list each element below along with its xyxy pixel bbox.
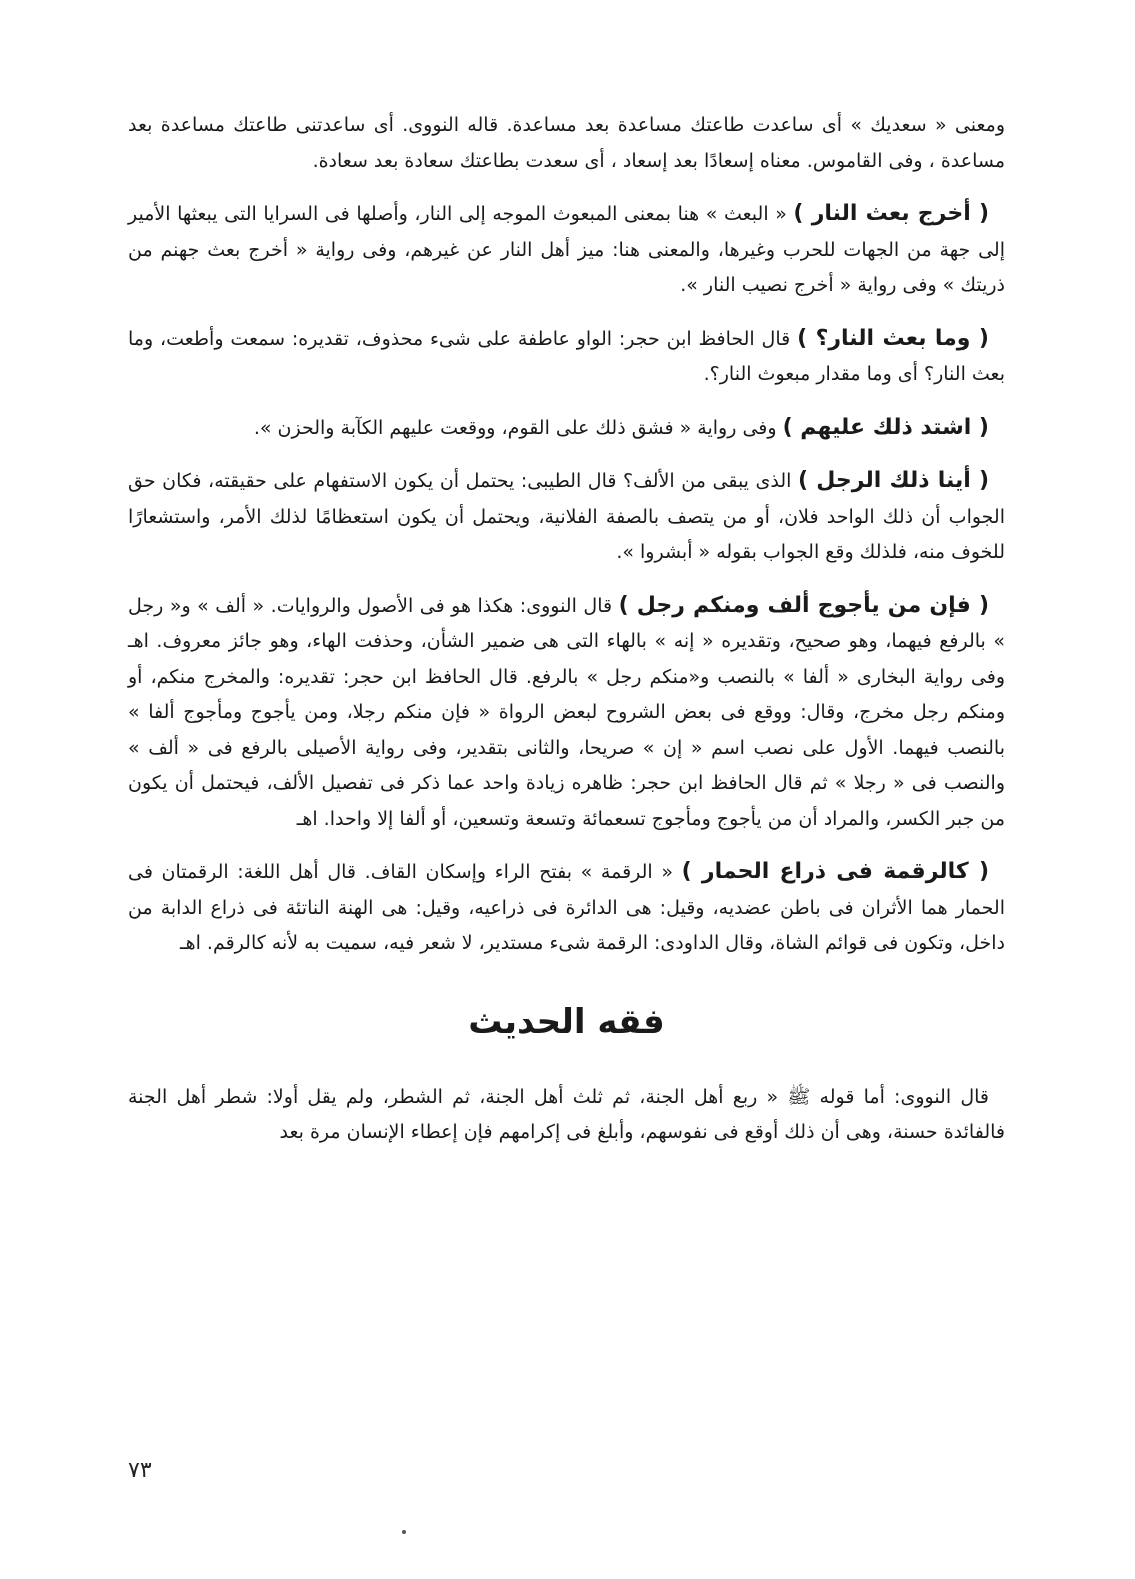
paragraph-text: قال الحافظ ابن حجر: الواو عاطفة على شىء محذوف، تقديره: سمعت وأطعت، وما بعث النار؟ أى وما مقدار مبعوث النار؟. <box>128 327 1005 385</box>
document-body <box>128 108 1005 1168</box>
paragraph-text: الذى يبقى من الألف؟ قال الطيبى: يحتمل أن يكون الاستفهام على حقيقته، فكان حق الجواب أن ذلك الواحد فلان، أو من يتصف بالصفة الفلانية، ويحتمل أن يكون استعظامًا لذلك الأمر، واستشعارًا للخوف منه، فلذلك وقع الجواب بقوله « أبشروا ». <box>128 470 1005 563</box>
paragraph-lead: ( أينا ذلك الرجل ) <box>798 468 989 493</box>
paragraph-text: « الرقمة » بفتح الراء وإسكان القاف. قال أهل اللغة: الرقمتان فى الحمار هما الأثران فى باطن عضديه، وقيل: هى الدائرة فى ذراعيه، وقيل: هى الهنة الناتئة فى ذراع الدابة من داخل، وتكون فى قوائم الشاة، وقال الداودى: الرقمة شىء مستدير، لا شعر فيه، سميت به لأنه كالرقم. اهـ <box>128 861 1005 954</box>
paragraph-saadaik <box>128 108 1005 179</box>
paragraph-raqma <box>128 854 1005 962</box>
paragraph-lead: ( كالرقمة فى ذراع الحمار ) <box>681 859 989 884</box>
paragraph-text: قال النووى: أما قوله ﷺ « ربع أهل الجنة، ثم ثلث أهل الجنة، ثم الشطر، ولم يقل أولا: شطر أهل الجنة فالفائدة حسنة، وهى أن ذلك أوقع فى نفوسهم، وأبلغ فى إكرامهم فإن إعطاء الإنسان مرة بعد <box>128 1085 1005 1143</box>
paragraph-yajuj <box>128 588 1005 838</box>
paragraph-ayyuna <box>128 463 1005 571</box>
print-speck <box>402 1530 406 1534</box>
paragraph-ma-bath-an-nar <box>128 321 1005 393</box>
paragraph-lead: ( اشتد ذلك عليهم ) <box>782 414 989 440</box>
section-title: فقه الحديث <box>468 1001 665 1042</box>
paragraph-text: وفى رواية « فشق ذلك على القوم، ووقعت عليهم الكآبة والحزن ». <box>253 416 783 439</box>
paragraph-ishtadda <box>128 410 1005 447</box>
paragraph-text: قال النووى: هكذا هو فى الأصول والروايات. « ألف » و« رجل » بالرفع فيهما، وهو صحيح، وتقديره « إنه » بالهاء التى هى ضمير الشأن، وحذفت الهاء، وهو جائز معروف. اهـ وفى رواية البخارى « ألفا » بالنصب و«منكم رجل » بالرفع. قال الحافظ ابن حجر: تقديره: والمخرج منكم، أو ومنكم رجل مخرج، وقال: ووقع فى بعض الشروح لبعض الرواة « فإن منكم رجلا، ومن يأجوج ومأجوج ألفا » بالنصب فيهما. الأول على نصب اسم « إن » صريحا، والثانى بتقدير، وفى رواية الأصيلى بالرفع فى « ألف » والنصب فى « رجلا » ثم قال الحافظ ابن حجر: ظاهره زيادة واحد عما ذكر فى تفصيل الألف، فيحتمل أن يكون من جبر الكسر، والمراد أن من يأجوج ومأجوج تسعمائة وتسعة وتسعين، أو ألفا إلا واحدا. اهـ <box>128 594 1005 830</box>
paragraph-text: ومعنى « سعديك » أى ساعدت طاعتك مساعدة بعد مساعدة. قاله النووى. أى ساعدتنى طاعتك مساعدة بعد مساعدة ، وفى القاموس. معناه إسعادًا بعد إسعاد ، أى سعدت بطاعتك سعادة بعد سعادة. <box>128 114 1005 172</box>
paragraph-lead: ( أخرج بعث النار ) <box>793 201 990 226</box>
paragraph-fiqh <box>128 1080 1005 1151</box>
paragraph-lead: ( وما بعث النار؟ ) <box>797 325 989 351</box>
paragraph-bath-an-nar <box>128 196 1005 304</box>
paragraph-text: « البعث » هنا بمعنى المبعوث الموجه إلى النار، وأصلها فى السرايا التى يبعثها الأمير إلى جهة من الجهات للحرب وغيرها، والمعنى هنا: ميز أهل النار عن غيرهم، وفى رواية « أخرج بعث جهنم من ذريتك » وفى رواية « أخرج نصيب النار ». <box>128 203 1005 296</box>
paragraph-lead: ( فإن من يأجوج ألف ومنكم رجل ) <box>618 592 989 618</box>
page-number: ٧٣ <box>128 1458 152 1483</box>
